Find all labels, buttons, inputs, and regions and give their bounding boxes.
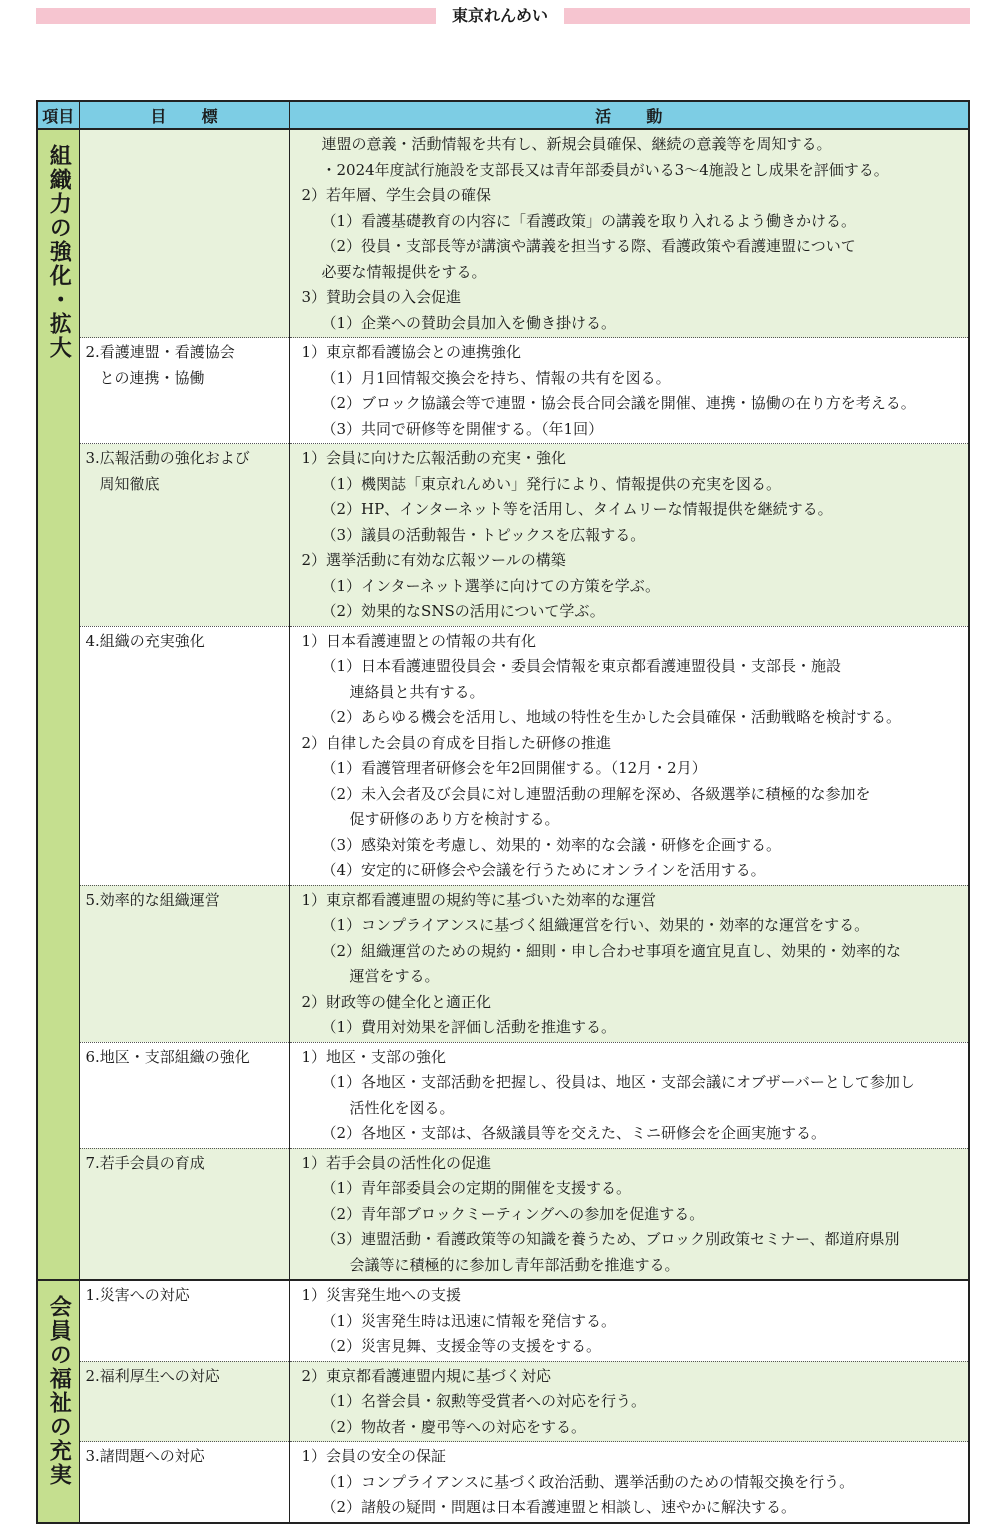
goal-cell <box>79 1042 289 1148</box>
goal-text: 周知徹底 <box>99 474 160 493</box>
activity-line: 1）若手会員の活性化の促進 <box>301 1153 492 1172</box>
activity-line: （1）青年部委員会の定期的開催を支援する。 <box>321 1179 632 1197</box>
activity-line: （2）各地区・支部は、各級議員等を交えた、ミニ研修会を企画実施する。 <box>321 1124 827 1142</box>
activity-line: （4）安定的に研修会や会議を行うためにオンラインを活用する。 <box>321 861 766 879</box>
activity-line: 1）会員の安全の保証 <box>301 1447 447 1465</box>
goal-cell <box>79 1148 289 1280</box>
activity-line: 1）東京都看護協会との連携強化 <box>301 343 522 361</box>
goal-text: 6.地区・支部組織の強化 <box>85 1047 250 1066</box>
category-label: 会員の福祉の充実 <box>46 1295 72 1487</box>
activity-line: （3）感染対策を考慮し、効果的・効率的な会議・研修を企画する。 <box>321 835 782 854</box>
activity-line: （2）物故者・慶弔等への対応をする。 <box>321 1417 587 1436</box>
activity-cell <box>289 1280 969 1361</box>
activity-line: （2）役員・支部長等が講演や講義を担当する際、看護政策や看護連盟について <box>321 237 856 255</box>
header-activity: 活動 <box>289 101 969 129</box>
activity-line: ・2024年度試行施設を支部長又は青年部委員がいる3〜4施設とし成果を評価する。 <box>321 160 889 179</box>
activity-line: （1）月1回情報交換会を持ち、情報の共有を図る。 <box>321 368 671 387</box>
activity-line: （1）企業への賛助会員加入を働き掛ける。 <box>321 313 617 332</box>
activity-line: 会議等に積極的に参加し青年部活動を推進する。 <box>349 1255 680 1274</box>
activity-line: （3）共同で研修等を開催する。（年1回） <box>321 419 604 438</box>
activity-line: （1）各地区・支部活動を把握し、役員は、地区・支部会議にオブザーバーとして参加し <box>321 1073 915 1091</box>
goal-text: 2.福利厚生への対応 <box>85 1366 220 1385</box>
header-goal: 目標 <box>79 101 289 129</box>
activity-cell <box>289 1042 969 1148</box>
table-row <box>37 1280 969 1361</box>
activity-line: 促す研修のあり方を検討する。 <box>349 810 560 828</box>
activity-cell <box>289 129 969 338</box>
header-item: 項目 <box>37 101 79 129</box>
activity-cell <box>289 885 969 1042</box>
goal-cell <box>79 338 289 444</box>
activity-line: （2）ブロック協議会等で連盟・協会長合同会議を開催、連携・協働の在り方を考える。 <box>321 394 916 412</box>
activity-line: （1）機関誌「東京れんめい」発行により、情報提供の充実を図る。 <box>321 474 782 493</box>
activity-line: （2）未入会者及び会員に対し連盟活動の理解を深め、各級選挙に積極的な参加を <box>321 784 871 803</box>
activity-line: （2）HP、インターネット等を活用し、タイムリーな情報提供を継続する。 <box>321 500 833 518</box>
activity-line: 運営をする。 <box>349 967 440 985</box>
activity-line: （1）コンプライアンスに基づく政治活動、選挙活動のための情報交換を行う。 <box>321 1472 855 1491</box>
activity-cell <box>289 626 969 885</box>
activity-line: 連絡員と共有する。 <box>349 682 485 701</box>
goal-text: 1.災害への対応 <box>85 1286 190 1304</box>
table-row <box>37 338 969 444</box>
table-row <box>37 129 969 338</box>
goal-text: 2.看護連盟・看護協会 <box>85 343 235 361</box>
table-row <box>37 626 969 885</box>
goal-text: 5.効率的な組織運営 <box>85 890 220 909</box>
activity-cell <box>289 1442 969 1523</box>
activity-line: 必要な情報提供をする。 <box>321 262 487 281</box>
goal-text: 4.組織の充実強化 <box>85 631 205 650</box>
goal-text: 3.諸問題への対応 <box>85 1447 205 1465</box>
activity-line: （2）災害見舞、支援金等の支援をする。 <box>321 1337 602 1355</box>
activity-cell <box>289 1361 969 1442</box>
activity-line: （1）コンプライアンスに基づく組織運営を行い、効果的・効率的な運営をする。 <box>321 916 870 934</box>
activity-cell <box>289 1148 969 1280</box>
goal-text: との連携・協働 <box>99 368 205 387</box>
table-row <box>37 1361 969 1442</box>
goal-text: 7.若手会員の育成 <box>85 1153 205 1172</box>
activity-line: （1）看護基礎教育の内容に「看護政策」の講義を取り入れるよう働きかける。 <box>321 211 857 230</box>
activity-line: 2）財政等の健全化と適正化 <box>301 992 492 1011</box>
activity-line: 1）東京都看護連盟の規約等に基づいた効率的な運営 <box>301 890 657 909</box>
goal-cell <box>79 129 289 338</box>
table-row <box>37 1042 969 1148</box>
goal-cell <box>79 1361 289 1442</box>
activity-cell <box>289 338 969 444</box>
activity-line: （1）名誉会員・叙勲等受賞者への対応を行う。 <box>321 1392 647 1410</box>
activity-line: （2）青年部ブロックミーティングへの参加を促進する。 <box>321 1204 705 1223</box>
table-row <box>37 444 969 627</box>
activity-line: （2）あらゆる機会を活用し、地域の特性を生かした会員確保・活動戦略を検討する。 <box>321 708 902 726</box>
page-header-title: 東京れんめい <box>436 2 564 30</box>
activity-line: （2）組織運営のための規約・細則・申し合わせ事項を適宜見直し、効果的・効率的な <box>321 941 902 960</box>
activity-line: （3）議員の活動報告・トピックスを広報する。 <box>321 525 646 544</box>
activity-line: 2）東京都看護連盟内規に基づく対応 <box>301 1366 552 1385</box>
activity-line: 2）選挙活動に有効な広報ツールの構築 <box>301 551 566 569</box>
activity-line: （3）連盟活動・看護政策等の知識を養うため、ブロック別政策セミナー、都道府県別 <box>321 1230 900 1248</box>
category-cell <box>37 1280 79 1523</box>
table-row <box>37 1442 969 1523</box>
activity-line: （1）インターネット選挙に向けての方策を学ぶ。 <box>321 576 660 595</box>
activity-line: （1）看護管理者研修会を年2回開催する。（12月・2月） <box>321 759 707 777</box>
table-row <box>37 885 969 1042</box>
activity-line: 1）日本看護連盟との情報の共有化 <box>301 631 537 650</box>
activity-line: 3）賛助会員の入会促進 <box>301 288 462 306</box>
activity-cell <box>289 444 969 627</box>
category-cell <box>37 129 79 1280</box>
activity-line: （2）効果的なSNSの活用について学ぶ。 <box>321 602 605 620</box>
activity-line: 1）災害発生地への支援 <box>301 1286 462 1304</box>
plan-table <box>36 100 970 1524</box>
activity-line: （2）諸般の疑問・問題は日本看護連盟と相談し、速やかに解決する。 <box>321 1498 797 1516</box>
activity-line: 2）自律した会員の育成を目指した研修の推進 <box>301 733 612 752</box>
goal-cell <box>79 1442 289 1523</box>
activity-line: 連盟の意義・活動情報を共有し、新規会員確保、継続の意義等を周知する。 <box>321 135 832 153</box>
activity-line: 2）若年層、学生会員の確保 <box>301 186 492 204</box>
goal-text: 3.広報活動の強化および <box>85 449 250 467</box>
goal-cell <box>79 1280 289 1361</box>
activity-line: （1）日本看護連盟役員会・委員会情報を東京都看護連盟役員・支部長・施設 <box>321 657 842 675</box>
activity-line: 活性化を図る。 <box>349 1098 455 1117</box>
activity-line: （1）災害発生時は迅速に情報を発信する。 <box>321 1311 617 1330</box>
category-label: 組織力の強化・拡大 <box>46 144 72 360</box>
goal-cell <box>79 444 289 627</box>
goal-cell <box>79 626 289 885</box>
activity-line: （1）費用対効果を評価し活動を推進する。 <box>321 1018 617 1036</box>
goal-cell <box>79 885 289 1042</box>
activity-line: 1）地区・支部の強化 <box>301 1047 447 1066</box>
table-header-row <box>37 101 969 129</box>
activity-line: 1）会員に向けた広報活動の充実・強化 <box>301 449 567 467</box>
table-row <box>37 1148 969 1280</box>
